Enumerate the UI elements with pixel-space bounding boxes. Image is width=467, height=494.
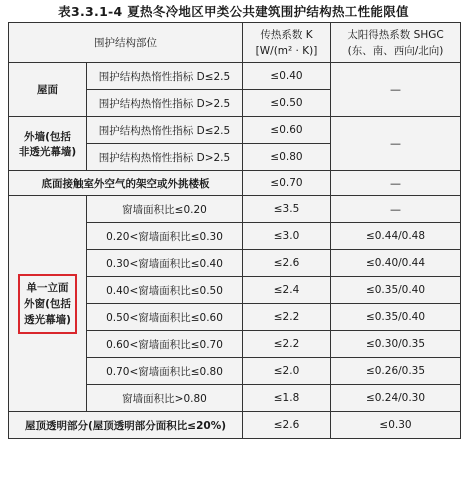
roof-cond-2: 围护结构热惰性指标 D>2.5 xyxy=(87,90,243,117)
window-cond-8: 窗墙面积比>0.80 xyxy=(87,385,243,412)
window-shgc-5: ≤0.35/0.40 xyxy=(331,304,461,331)
table-row xyxy=(9,196,461,223)
window-label-line1: 单一立面 xyxy=(26,281,69,294)
window-k-4: ≤2.4 xyxy=(243,277,331,304)
window-shgc-1: — xyxy=(331,196,461,223)
wall-shgc: — xyxy=(331,117,461,171)
window-label-line2: 外窗(包括 xyxy=(24,297,71,310)
window-k-5: ≤2.2 xyxy=(243,304,331,331)
table-row xyxy=(9,171,461,196)
wall-cond-1: 围护结构热惰性指标 D≤2.5 xyxy=(87,117,243,144)
window-cond-2: 0.20<窗墙面积比≤0.30 xyxy=(87,223,243,250)
window-shgc-3: ≤0.40/0.44 xyxy=(331,250,461,277)
window-k-1: ≤3.5 xyxy=(243,196,331,223)
thermal-performance-table xyxy=(8,22,461,439)
table-row xyxy=(9,117,461,144)
window-shgc-6: ≤0.30/0.35 xyxy=(331,331,461,358)
table-title: 表3.3.1-4 夏热冬冷地区甲类公共建筑围护结构热工性能限值 xyxy=(58,4,409,19)
wall-label-line2: 非透光幕墙) xyxy=(18,145,77,158)
window-shgc-7: ≤0.26/0.35 xyxy=(331,358,461,385)
window-k-8: ≤1.8 xyxy=(243,385,331,412)
skylight-k: ≤2.6 xyxy=(243,412,331,439)
window-shgc-2: ≤0.44/0.48 xyxy=(331,223,461,250)
roof-shgc: — xyxy=(331,63,461,117)
window-label-cell xyxy=(9,196,87,412)
roof-label: 屋面 xyxy=(9,63,87,117)
window-shgc-4: ≤0.35/0.40 xyxy=(331,277,461,304)
skylight-shgc: ≤0.30 xyxy=(331,412,461,439)
window-cond-1: 窗墙面积比≤0.20 xyxy=(87,196,243,223)
header-shgc-orientation: (东、南、西向/北向) xyxy=(347,44,444,57)
header-k-title: 传热系数 K xyxy=(260,28,313,41)
window-cond-7: 0.70<窗墙面积比≤0.80 xyxy=(87,358,243,385)
header-k xyxy=(243,23,331,63)
header-shgc xyxy=(331,23,461,63)
window-cond-5: 0.50<窗墙面积比≤0.60 xyxy=(87,304,243,331)
window-k-7: ≤2.0 xyxy=(243,358,331,385)
window-cond-3: 0.30<窗墙面积比≤0.40 xyxy=(87,250,243,277)
window-label-highlight xyxy=(18,274,77,334)
wall-label-line1: 外墙(包括 xyxy=(24,130,71,143)
floor-label: 底面接触室外空气的架空或外挑楼板 xyxy=(9,171,243,196)
table-row xyxy=(9,63,461,90)
window-k-6: ≤2.2 xyxy=(243,331,331,358)
wall-k-2: ≤0.80 xyxy=(243,144,331,171)
header-k-unit: [W/(m² · K)] xyxy=(255,44,318,57)
window-shgc-8: ≤0.24/0.30 xyxy=(331,385,461,412)
roof-k-2: ≤0.50 xyxy=(243,90,331,117)
floor-shgc: — xyxy=(331,171,461,196)
window-cond-4: 0.40<窗墙面积比≤0.50 xyxy=(87,277,243,304)
skylight-label: 屋顶透明部分(屋顶透明部分面积比≤20%) xyxy=(9,412,243,439)
table-row xyxy=(9,412,461,439)
roof-k-1: ≤0.40 xyxy=(243,63,331,90)
header-shgc-title: 太阳得热系数 SHGC xyxy=(347,28,444,41)
window-k-2: ≤3.0 xyxy=(243,223,331,250)
header-row xyxy=(9,23,461,63)
wall-label xyxy=(9,117,87,171)
roof-cond-1: 围护结构热惰性指标 D≤2.5 xyxy=(87,63,243,90)
window-cond-6: 0.60<窗墙面积比≤0.70 xyxy=(87,331,243,358)
window-label-line3: 透光幕墙) xyxy=(24,313,71,326)
window-k-3: ≤2.6 xyxy=(243,250,331,277)
floor-k: ≤0.70 xyxy=(243,171,331,196)
wall-cond-2: 围护结构热惰性指标 D>2.5 xyxy=(87,144,243,171)
header-part: 围护结构部位 xyxy=(9,23,243,63)
wall-k-1: ≤0.60 xyxy=(243,117,331,144)
